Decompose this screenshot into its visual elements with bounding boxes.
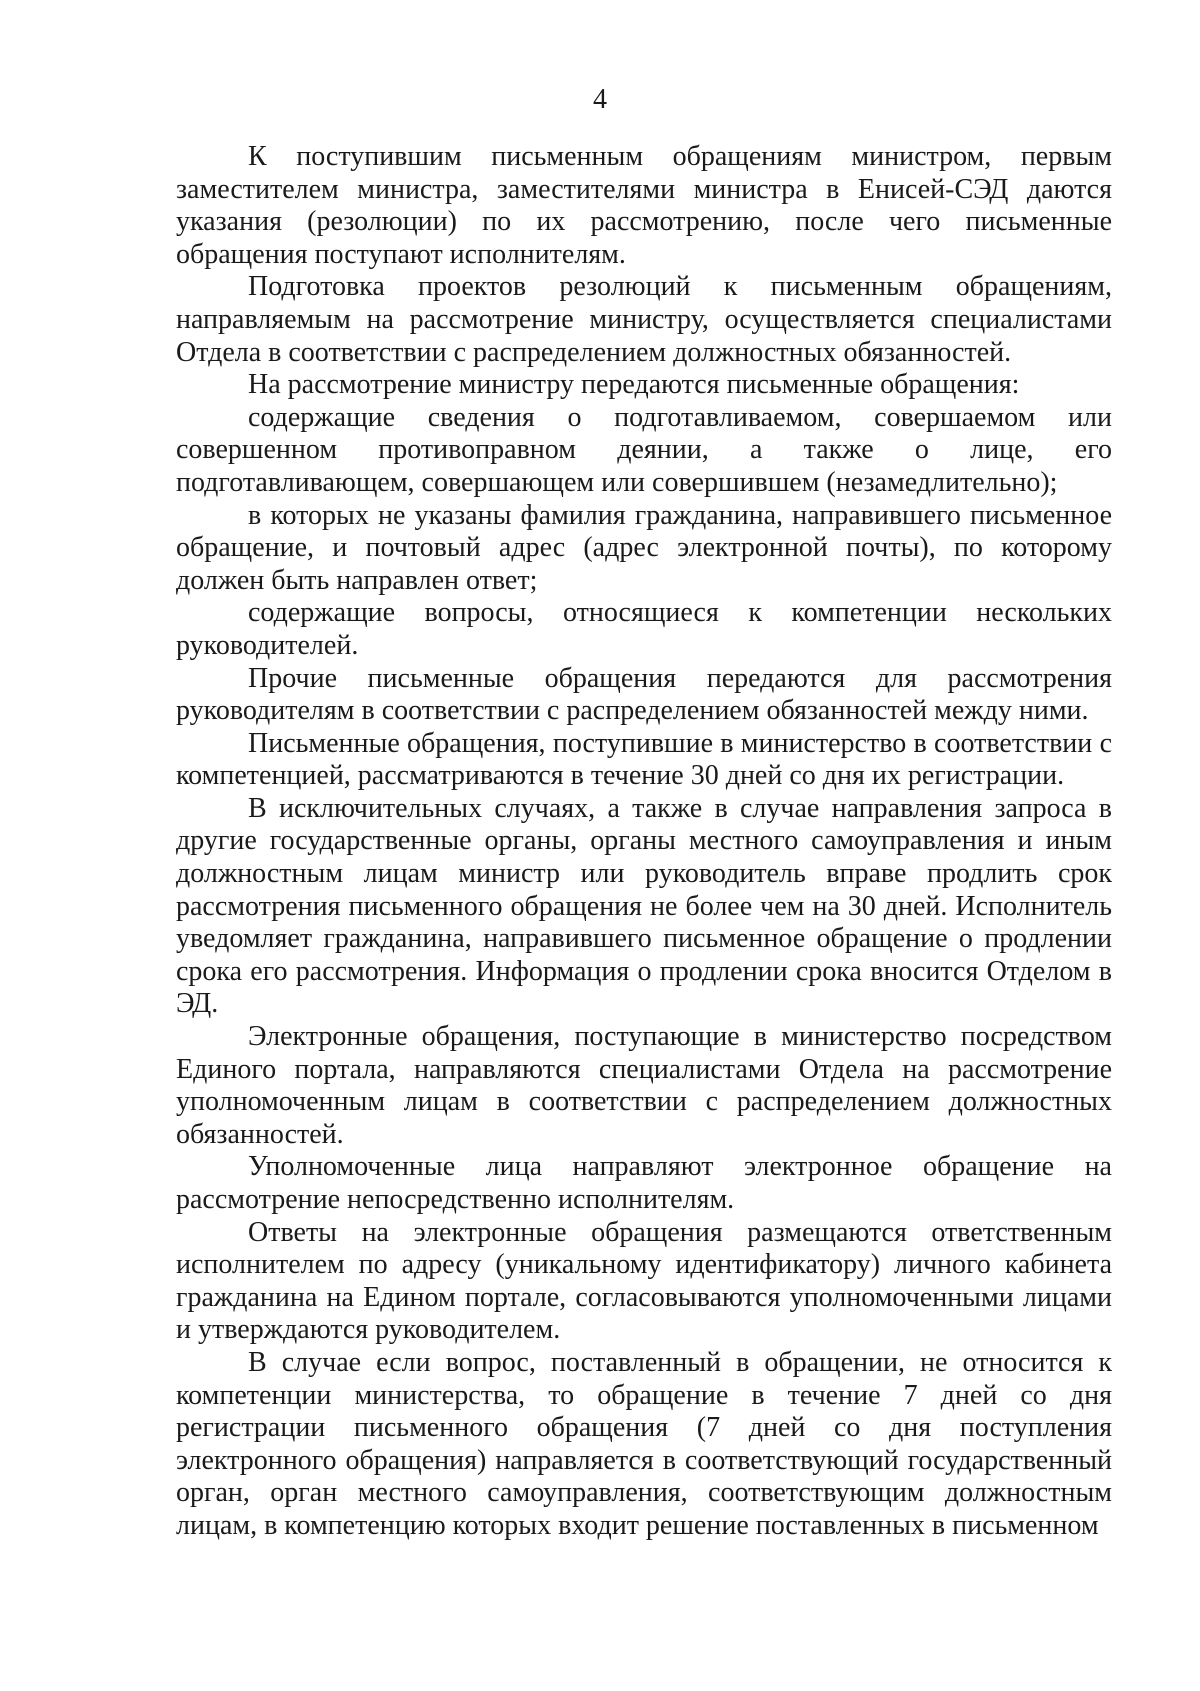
paragraph-review-period: Письменные обращения, поступившие в министерство в соответствии с компетенцией, рассматриваются в течение 30 дней со дня их регистрации.: [176, 727, 1112, 792]
paragraph-to-minister: На рассмотрение министру передаются письменные обращения:: [248, 369, 1020, 401]
paragraph-authorized-persons: Уполномоченные лица направляют электронное обращение на рассмотрение непосредственно исполнителям.: [176, 1151, 1112, 1215]
paragraph-exceptional-cases: В исключительных случаях, а также в случае направления запроса в другие государственные органы, органы местного самоуправления и иным должностным лицам министр или руководитель вправе продлить срок рассмотрения письменного обращения не более чем на 30 дней. Исполнитель уведомляет гражданина, направившего письменное обращение о продлении срока его рассмотрения. Информация о продлении срока вносится Отделом в ЭД.: [176, 792, 1112, 1020]
paragraph-list-item-several-heads: содержащие вопросы, относящиеся к компетенции нескольких руководителей.: [176, 597, 1112, 661]
paragraph-electronic-answers: Ответы на электронные обращения размещаются ответственным исполнителем по адресу (уникальному идентификатору) личного кабинета гражданина на Едином портале, согласовываются уполномоченными лицами и утверждаются руководителем.: [176, 1216, 1112, 1346]
paragraph-draft-resolutions: Подготовка проектов резолюций к письменным обращениям, направляемым на рассмотрение министру, осуществляется специалистами Отдела в соответствии с распределением должностных обязанностей.: [176, 271, 1112, 368]
paragraph-electronic-appeals: Электронные обращения, поступающие в министерство посредством Единого портала, направляются специалистами Отдела на рассмотрение уполномоченным лицам в соответствии с распределением должностных обязанностей.: [176, 1021, 1112, 1150]
paragraph-list-item-unlawful-act: содержащие сведения о подготавливаемом, совершаемом или совершенном противоправном деянии, а также о лице, его подготавливающем, совершающем или совершившем (незамедлительно);: [176, 401, 1112, 498]
document-body: [176, 141, 1112, 1543]
paragraph-redirection: В случае если вопрос, поставленный в обращении, не относится к компетенции министерства, то обращение в течение 7 дней со дня регистрации письменного обращения (7 дней со дня поступления электронного обращения) направляется в соответствующий государственный орган, орган местного самоуправления, соответствующим должностным лицам, в компетенцию которых входит решение поставленных в письменном: [176, 1346, 1112, 1541]
paragraph-list-item-no-name: в которых не указаны фамилия гражданина, направившего письменное обращение, и почтовый адрес (адрес электронной почты), по которому должен быть направлен ответ;: [176, 499, 1112, 596]
paragraph-resolutions: К поступившим письменным обращениям министром, первым заместителем министра, заместителями министра в Енисей-СЭД даются указания (резолюции) по их рассмотрению, после чего письменные обращения поступают исполнителям.: [176, 141, 1112, 270]
paragraph-other-appeals: Прочие письменные обращения передаются для рассмотрения руководителям в соответствии с распределением обязанностей между ними.: [176, 662, 1112, 727]
page-number: 4: [593, 84, 607, 115]
